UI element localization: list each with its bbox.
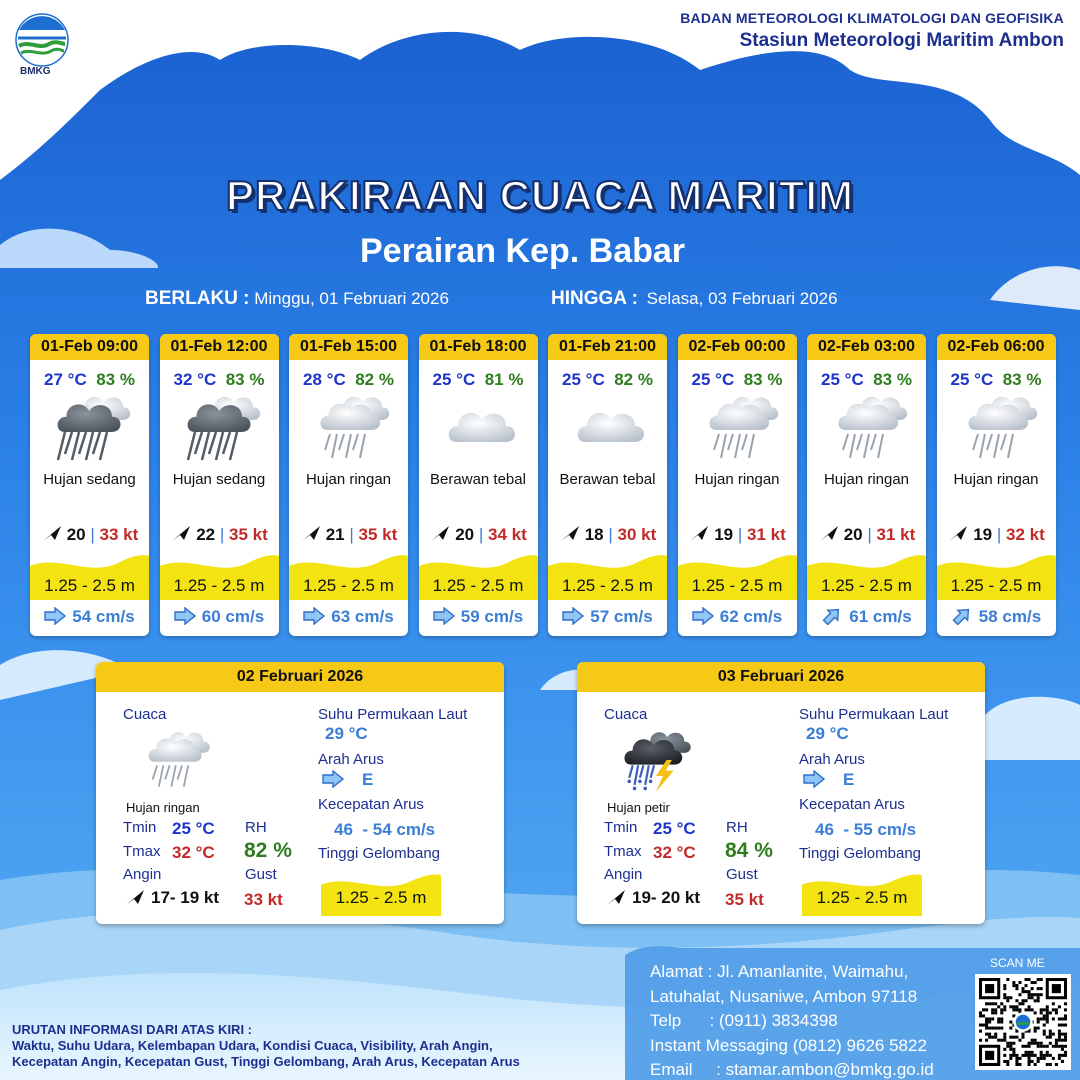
current-speed-label: Kecepatan Arus	[799, 796, 905, 813]
wind-direction-icon	[559, 525, 585, 544]
rain-heavy-icon	[175, 388, 265, 468]
forecast-card	[419, 334, 538, 636]
east-arrow-icon	[174, 607, 202, 626]
temp-rh	[419, 370, 538, 390]
daily-date: 02 Februari 2026	[96, 662, 504, 692]
rh-value: 84 %	[725, 839, 773, 862]
wind-direction-icon	[429, 525, 455, 544]
northeast-arrow-icon	[821, 607, 849, 626]
gust-speed: 31 kt	[876, 525, 916, 544]
weather-condition: Hujan ringan	[823, 471, 910, 488]
forecast-time: 01-Feb 21:00	[548, 334, 667, 360]
current-dir-label: Arah Arus	[318, 751, 384, 768]
gust-speed: 31 kt	[747, 525, 786, 544]
wind-info	[160, 524, 279, 545]
current-info	[937, 607, 1056, 627]
northeast-arrow-icon	[951, 607, 979, 626]
valid-from-label: BERLAKU :	[145, 288, 250, 309]
wind-direction-icon	[170, 525, 196, 544]
wind-info	[807, 524, 926, 545]
rain-light-icon	[304, 388, 394, 468]
daily-summary	[577, 662, 985, 924]
wind-info	[289, 524, 408, 545]
forecast-card	[807, 334, 926, 636]
valid-to-label: HINGGA :	[551, 288, 638, 309]
current-speed: 62 cm/s	[719, 607, 783, 626]
wind-direction-icon	[605, 888, 631, 909]
forecast-time: 01-Feb 09:00	[30, 334, 149, 360]
page-subtitle: Perairan Kep. Babar	[359, 232, 686, 270]
weather-condition: Hujan petir	[607, 800, 670, 815]
forecast-time: 02-Feb 03:00	[807, 334, 926, 360]
gust-value: 33 kt	[244, 890, 283, 909]
current-speed: 63 cm/s	[331, 607, 394, 626]
east-arrow-icon	[44, 607, 72, 626]
phone-line: Telp : (0911) 3834398	[650, 1011, 838, 1030]
scan-label: SCAN ME	[990, 956, 1045, 970]
logo-text: BMKG	[20, 66, 51, 77]
current-info	[678, 607, 797, 627]
wind-speed: 21	[325, 525, 345, 544]
daily-date: 03 Februari 2026	[577, 662, 985, 692]
current-info	[807, 607, 926, 627]
weather-condition: Hujan sedang	[172, 471, 266, 488]
qr-code-icon[interactable]	[975, 974, 1071, 1070]
weather-condition: Hujan ringan	[305, 471, 392, 488]
rh-label: RH	[245, 819, 267, 836]
rh-label: RH	[726, 819, 748, 836]
wave-height: 1.25 - 2.5 m	[173, 576, 265, 595]
current-speed-value: 46 - 55 cm/s	[815, 820, 917, 839]
wind-direction-icon	[818, 525, 844, 544]
humidity: 83 %	[1002, 370, 1042, 389]
wave-height: 1.25 - 2.5 m	[44, 576, 135, 595]
wave-height: 1.25 - 2.5 m	[821, 576, 912, 595]
forecast-card	[30, 334, 149, 636]
east-arrow-icon	[322, 770, 350, 790]
tmin-label: Tmin	[604, 819, 638, 836]
current-speed-value: 46 - 54 cm/s	[334, 820, 436, 839]
wave-height: 1.25 - 2.5 m	[562, 576, 653, 595]
messaging-line: Instant Messaging (0812) 9626 5822	[650, 1035, 927, 1055]
humidity: 83 %	[743, 370, 783, 389]
air-temp: 25 °C	[691, 370, 735, 389]
wind-info	[419, 524, 538, 545]
temp-rh	[160, 370, 279, 390]
east-arrow-icon	[303, 607, 331, 626]
forecast-time: 01-Feb 12:00	[160, 334, 279, 360]
info-line: Waktu, Suhu Udara, Kelembapan Udara, Kondisi Cuaca, Visibility, Arah Angin,	[12, 1038, 493, 1053]
wind-info	[678, 524, 797, 545]
wind-speed: 20	[843, 525, 863, 544]
weather-condition: Hujan ringan	[126, 800, 200, 815]
wind-speed: 20	[455, 525, 475, 544]
info-line: Kecepatan Angin, Kecepatan Gust, Tinggi Gelombang, Arah Arus, Kecepatan Arus	[12, 1054, 520, 1069]
tmax-label: Tmax	[123, 843, 161, 860]
current-info	[419, 607, 538, 627]
wind-speed: 19	[973, 525, 993, 544]
current-dir-value: E	[843, 770, 855, 789]
wind-speed: 20	[66, 525, 86, 544]
current-speed: 60 cm/s	[201, 607, 265, 626]
cloud-icon	[563, 388, 653, 468]
wave-height-value: 1.25 - 2.5 m	[335, 888, 427, 907]
current-speed: 58 cm/s	[978, 607, 1042, 626]
gust-label: Gust	[726, 866, 758, 883]
current-info	[548, 607, 667, 627]
current-speed: 61 cm/s	[849, 607, 912, 626]
separator: |	[996, 525, 1002, 544]
wind-label: Angin	[604, 866, 643, 883]
current-speed: 57 cm/s	[590, 607, 653, 626]
sst-value: 29 °C	[806, 724, 849, 743]
air-temp: 25 °C	[950, 370, 994, 389]
humidity: 82 %	[355, 370, 394, 389]
wind-direction-icon	[688, 525, 714, 544]
weather-condition: Berawan tebal	[430, 471, 526, 488]
current-dir-label: Arah Arus	[799, 751, 865, 768]
weather-label: Cuaca	[123, 706, 167, 723]
sst-label: Suhu Permukaan Laut	[318, 706, 468, 723]
station-name: Stasiun Meteorologi Maritim Ambon	[739, 30, 1064, 51]
east-arrow-icon	[692, 607, 720, 626]
separator: |	[219, 525, 225, 544]
air-temp: 25 °C	[432, 370, 476, 389]
wave-height: 1.25 - 2.5 m	[303, 576, 394, 595]
rain-light-icon	[134, 724, 214, 796]
wind-speed: 19	[714, 525, 734, 544]
forecast-card	[289, 334, 408, 636]
wave-height: 1.25 - 2.5 m	[432, 576, 524, 595]
gust-speed: 30 kt	[617, 525, 657, 544]
weather-condition: Berawan tebal	[559, 471, 656, 488]
separator: |	[608, 525, 613, 544]
temp-rh	[678, 370, 797, 390]
current-info	[289, 607, 408, 627]
current-speed: 59 cm/s	[460, 607, 524, 626]
east-arrow-icon	[433, 607, 461, 626]
rain-light-icon	[952, 388, 1042, 468]
address-line: Alamat : Jl. Amanlanite, Waimahu,	[650, 962, 909, 981]
gust-speed: 33 kt	[99, 525, 139, 544]
separator: |	[867, 525, 872, 544]
wind-direction-icon	[300, 525, 326, 544]
separator: |	[478, 525, 484, 544]
current-speed: 54 cm/s	[72, 607, 135, 626]
forecast-time: 02-Feb 06:00	[937, 334, 1056, 360]
rh-value: 82 %	[244, 839, 292, 862]
temp-rh	[937, 370, 1056, 390]
weather-condition: Hujan ringan	[694, 471, 780, 488]
gust-value: 35 kt	[725, 890, 764, 909]
air-temp: 27 °C	[44, 370, 87, 389]
wave-height: 1.25 - 2.5 m	[950, 576, 1042, 595]
wind-speed: 22	[196, 525, 216, 544]
current-info	[160, 607, 279, 627]
forecast-card	[678, 334, 797, 636]
gust-speed: 32 kt	[1006, 525, 1045, 544]
tmin-value: 25 °C	[172, 819, 215, 838]
thunderstorm-icon	[615, 724, 695, 796]
wind-value: 19- 20 kt	[632, 888, 701, 907]
info-text	[12, 1038, 612, 1070]
wind-direction-icon	[947, 525, 973, 544]
wave-height-label: Tinggi Gelombang	[799, 845, 922, 862]
wind-direction-icon	[124, 888, 150, 909]
wind-info	[30, 524, 149, 545]
cloud-icon	[434, 388, 524, 468]
wind-label: Angin	[123, 866, 162, 883]
temp-rh	[807, 370, 926, 390]
temp-rh	[548, 370, 667, 390]
forecast-card	[160, 334, 279, 636]
forecast-card	[548, 334, 667, 636]
email-line: Email : stamar.ambon@bmkg.go.id	[650, 1060, 934, 1079]
gust-speed: 35 kt	[358, 525, 398, 544]
forecast-card	[937, 334, 1056, 636]
gust-label: Gust	[245, 866, 277, 883]
sst-label: Suhu Permukaan Laut	[799, 706, 949, 723]
wind-info	[548, 524, 667, 545]
temp-rh	[30, 370, 149, 390]
wave-height-label: Tinggi Gelombang	[318, 845, 441, 862]
current-info	[30, 607, 149, 627]
sst-value: 29 °C	[325, 724, 368, 743]
current-speed-label: Kecepatan Arus	[318, 796, 424, 813]
wave-height: 1.25 - 2.5 m	[691, 576, 783, 595]
agency-name: BADAN METEOROLOGI KLIMATOLOGI DAN GEOFISIKA	[680, 10, 1064, 26]
gust-speed: 35 kt	[229, 525, 268, 544]
temp-rh	[289, 370, 408, 390]
wind-info	[937, 524, 1056, 545]
tmax-value: 32 °C	[653, 843, 696, 862]
wave-height-value: 1.25 - 2.5 m	[816, 888, 908, 907]
air-temp: 25 °C	[562, 370, 605, 389]
rain-light-icon	[693, 388, 783, 468]
separator: |	[737, 525, 743, 544]
tmin-label: Tmin	[123, 819, 157, 836]
valid-to	[551, 288, 838, 310]
rain-heavy-icon	[45, 388, 135, 468]
humidity: 83 %	[873, 370, 912, 389]
daily-summary	[96, 662, 504, 924]
forecast-cards	[30, 334, 1050, 636]
forecast-time: 01-Feb 18:00	[419, 334, 538, 360]
humidity: 83 %	[225, 370, 265, 389]
address-line: Latuhalat, Nusaniwe, Ambon 97118	[650, 986, 918, 1006]
weather-label: Cuaca	[604, 706, 648, 723]
east-arrow-icon	[562, 607, 590, 626]
separator: |	[90, 525, 95, 544]
air-temp: 28 °C	[303, 370, 346, 389]
rain-light-icon	[822, 388, 912, 468]
contact-info	[650, 960, 934, 1080]
weather-condition: Hujan sedang	[43, 471, 136, 488]
current-dir-value: E	[362, 770, 374, 789]
humidity: 81 %	[484, 370, 524, 389]
forecast-time: 02-Feb 00:00	[678, 334, 797, 360]
gust-speed: 34 kt	[488, 525, 527, 544]
weather-condition: Hujan ringan	[953, 471, 1039, 488]
valid-from	[145, 288, 449, 310]
air-temp: 32 °C	[173, 370, 217, 389]
tmax-label: Tmax	[604, 843, 642, 860]
valid-to-value: Selasa, 03 Februari 2026	[646, 289, 838, 308]
agency-header	[680, 10, 1064, 52]
page-title: PRAKIRAAN CUACA MARITIM	[225, 172, 855, 219]
separator: |	[349, 525, 354, 544]
humidity: 82 %	[614, 370, 653, 389]
tmax-value: 32 °C	[172, 843, 215, 862]
air-temp: 25 °C	[821, 370, 864, 389]
tmin-value: 25 °C	[653, 819, 696, 838]
wind-value: 17- 19 kt	[151, 888, 220, 907]
info-heading: URUTAN INFORMASI DARI ATAS KIRI :	[12, 1022, 252, 1037]
valid-from-value: Minggu, 01 Februari 2026	[254, 289, 449, 308]
humidity: 83 %	[96, 370, 135, 389]
wind-speed: 18	[584, 525, 604, 544]
forecast-time: 01-Feb 15:00	[289, 334, 408, 360]
wind-direction-icon	[41, 525, 67, 544]
east-arrow-icon	[803, 770, 831, 790]
